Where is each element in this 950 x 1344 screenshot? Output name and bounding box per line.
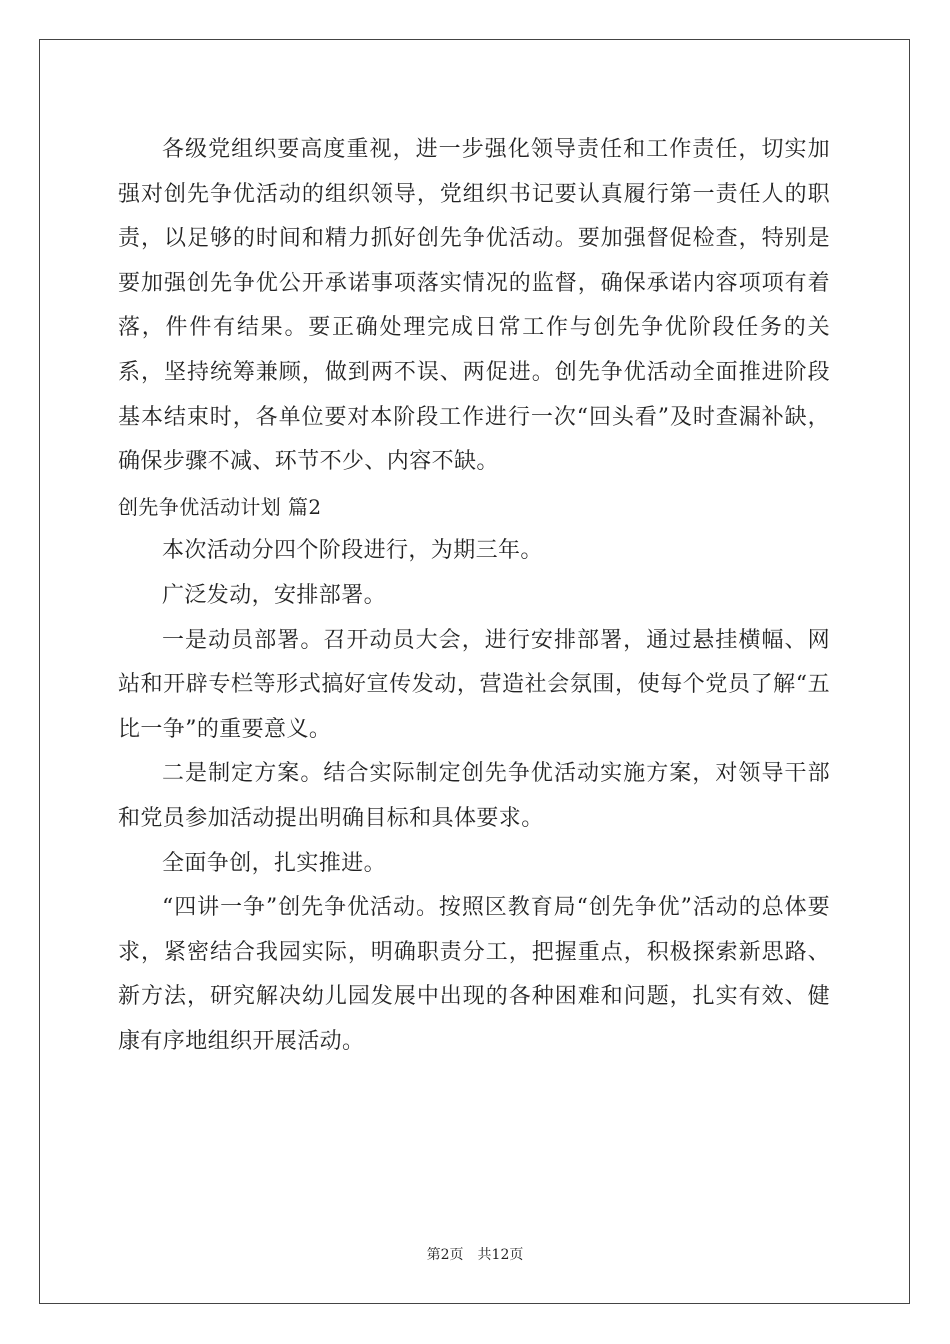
paragraph: 二是制定方案。结合实际制定创先争优活动实施方案，对领导干部和党员参加活动提出明确目标和具体要求。 xyxy=(118,761,830,831)
document-body xyxy=(118,128,830,1064)
section-heading: 创先争优活动计划 篇2 xyxy=(118,494,322,519)
paragraph: 一是动员部署。召开动员大会，进行安排部署，通过悬挂横幅、网站和开辟专栏等形式搞好宣传发动，营造社会氛围，使每个党员了解“五比一争”的重要意义。 xyxy=(118,627,830,742)
page-footer xyxy=(0,1244,950,1264)
page-number-current: 第2页 xyxy=(426,1247,464,1263)
paragraph: 本次活动分四个阶段进行，为期三年。 xyxy=(162,538,543,564)
paragraph: 各级党组织要高度重视，进一步强化领导责任和工作责任，切实加强对创先争优活动的组织领导，党组织书记要认真履行第一责任人的职责，以足够的时间和精力抓好创先争优活动。要加强督促检查，特别是要加强创先争优公开承诺事项落实情况的监督，确保承诺内容项项有着落，件件有结果。要正确处理完成日常工作与创先争优阶段任务的关系，坚持统筹兼顾，做到两不误、两促进。创先争优活动全面推进阶段基本结束时，各单位要对本阶段工作进行一次“回头看”及时查漏补缺，确保步骤不减、环节不少、内容不缺。 xyxy=(118,137,830,475)
page-number-total: 共12页 xyxy=(477,1247,524,1263)
paragraph: 广泛发动，安排部署。 xyxy=(162,582,387,608)
paragraph: 全面争创，扎实推进。 xyxy=(162,850,387,876)
paragraph: “四讲一争”创先争优活动。按照区教育局“创先争优”活动的总体要求，紧密结合我园实际，明确职责分工，把握重点，积极探索新思路、新方法，研究解决幼儿园发展中出现的各种困难和问题，扎实有效、健康有序地组织开展活动。 xyxy=(118,895,830,1054)
